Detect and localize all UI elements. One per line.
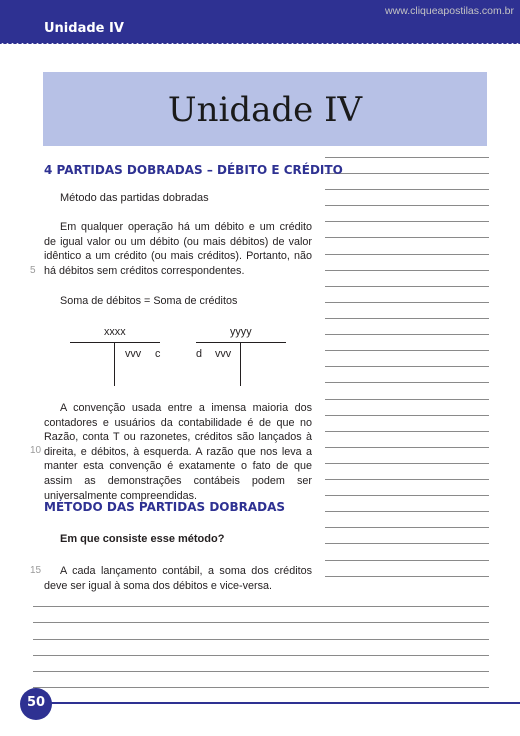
t-account-left-top [70, 342, 160, 343]
note-line [33, 687, 489, 688]
note-line [325, 173, 489, 174]
t-account-left-divider [114, 342, 115, 386]
t-account-right-entry: vvv [215, 348, 232, 360]
paragraph-intro-text: Em qualquer operação há um débito e um crédito de igual valor ou um débito (ou mais débitos) de valor idêntico a um crédito (ou mais créditos). Portanto, não há débitos sem créditos correspondentes. [44, 221, 312, 277]
note-line [325, 495, 489, 496]
note-line [325, 350, 489, 351]
t-account-left-entry: vvv [125, 348, 142, 360]
unit-banner [43, 72, 487, 146]
header-unit-label: Unidade IV [44, 21, 124, 36]
note-line [325, 479, 489, 480]
note-line [325, 527, 489, 528]
note-line [325, 157, 489, 158]
note-line [325, 415, 489, 416]
line-number: 10 [30, 445, 42, 456]
note-line [325, 399, 489, 400]
t-account-left-side: c [155, 348, 161, 360]
line-number: 5 [30, 265, 36, 276]
section-heading-partidas: 4 PARTIDAS DOBRADAS – DÉBITO E CRÉDITO [44, 163, 343, 177]
note-line [325, 334, 489, 335]
page-number-badge [20, 688, 52, 720]
line-number: 15 [30, 565, 42, 576]
note-line [325, 366, 489, 367]
note-line [33, 655, 489, 656]
t-account-right-side: d [196, 348, 203, 360]
note-line [325, 431, 489, 432]
note-line [325, 463, 489, 464]
paragraph-convencao [44, 401, 312, 503]
t-account-right-top [196, 342, 286, 343]
note-line [33, 622, 489, 623]
t-account-right-divider [240, 342, 241, 386]
note-line [325, 254, 489, 255]
note-line [325, 302, 489, 303]
site-url[interactable]: www.cliqueapostilas.com.br [385, 5, 514, 17]
note-line [325, 189, 489, 190]
note-line [325, 318, 489, 319]
note-line [33, 639, 489, 640]
footer-line [50, 702, 520, 704]
section-heading-metodo: MÉTODO DAS PARTIDAS DOBRADAS [44, 500, 286, 514]
note-line [325, 205, 489, 206]
note-line [325, 270, 489, 271]
banner-title: Unidade IV [167, 90, 363, 130]
subheading-consiste: Em que consiste esse método? [60, 533, 225, 545]
note-line [325, 447, 489, 448]
paragraph-lancamento-text: A cada lançamento contábil, a soma dos créditos deve ser igual à soma dos débitos e vice-versa. [44, 565, 312, 592]
note-line [325, 237, 489, 238]
note-line [325, 286, 489, 287]
note-line [33, 671, 489, 672]
paragraph-lancamento [44, 564, 312, 593]
note-line [325, 511, 489, 512]
t-account-right-name: yyyy [230, 326, 252, 338]
note-line [325, 560, 489, 561]
subheading-metodo: Método das partidas dobradas [60, 192, 209, 204]
t-account-left-name: xxxx [104, 326, 126, 338]
paragraph-intro [44, 220, 312, 278]
header-scallop-border [0, 39, 520, 47]
note-line [325, 382, 489, 383]
page-number: 50 [26, 695, 46, 710]
paragraph-convencao-text: A convenção usada entre a imensa maioria dos contadores e usuários da contabilidade é de que no Razão, conta T ou razonetes, créditos são lançados à direita, e débitos, à esquerda. A razão que nos leva a manter esta convenção é exatamente o fato de que assim as demonstrações contábeis podem ser universalmente compreendidas. [44, 402, 312, 502]
note-line [33, 606, 489, 607]
formula: Soma de débitos = Soma de créditos [60, 295, 238, 307]
note-line [325, 221, 489, 222]
note-line [325, 576, 489, 577]
note-line [325, 543, 489, 544]
